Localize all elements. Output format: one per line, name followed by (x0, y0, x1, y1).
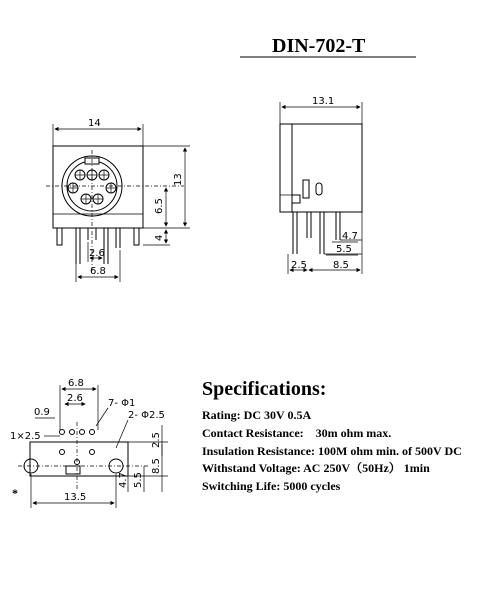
specifications (202, 378, 462, 493)
side-d2-label: 5.5 (336, 244, 352, 255)
spec-switching-life: Switching Life: 5000 cycles (202, 479, 341, 493)
pcb-offset-label: 0.9 (34, 407, 50, 418)
pin-span-label: 6.8 (90, 266, 106, 277)
part-title: DIN-702-T (272, 35, 366, 57)
pcb-width-label: 13.5 (64, 492, 87, 503)
spec-rating: Rating: DC 30V 0.5A (202, 408, 312, 422)
pcb-mount-holes-label: 2- Φ2.5 (128, 410, 165, 421)
pcb-layout (10, 378, 168, 508)
pcb-span-label: 6.8 (68, 378, 84, 389)
front-width-label: 14 (88, 118, 101, 129)
front-view (46, 118, 190, 282)
pcb-pitch-label: 2.6 (67, 393, 83, 404)
pcb-slot-label: 1×2.5 (10, 431, 41, 442)
side-slot (316, 183, 322, 195)
pin-pitch-label: 2.6 (89, 248, 105, 259)
pin-height-label: 6.5 (154, 198, 165, 214)
side-d1-label: 4.7 (342, 231, 358, 242)
pcb-marker: * (12, 486, 18, 500)
pcb-v4-label: 5.5 (133, 472, 144, 488)
pcb-outline (30, 442, 128, 476)
pin-length-label: 4 (154, 234, 165, 241)
side-d3-label: 2.5 (291, 260, 307, 271)
pcb-v2-label: 8.5 (151, 458, 162, 474)
pcb-slot (66, 466, 80, 474)
spec-heading: Specifications: (202, 378, 327, 400)
side-pins (293, 212, 340, 254)
pcb-holes-label: 7- Φ1 (108, 398, 136, 409)
side-view (280, 96, 362, 274)
side-boss (292, 195, 300, 203)
side-depth-label: 13.1 (312, 96, 335, 107)
spec-withstand-voltage: Withstand Voltage: AC 250V（50Hz） 1min (202, 461, 430, 475)
side-d4-label: 8.5 (333, 260, 349, 271)
title-block (240, 35, 416, 57)
side-latch (303, 180, 309, 198)
pcb-v3-label: 4.7 (118, 472, 129, 488)
spec-insulation-resistance: Insulation Resistance: 100M ohm min. of 500V DC (202, 444, 462, 458)
spec-contact-resistance: Contact Resistance: 30m ohm max. (202, 426, 392, 440)
front-height-label: 13 (173, 173, 184, 186)
pcb-v1-label: 2.5 (151, 432, 162, 448)
